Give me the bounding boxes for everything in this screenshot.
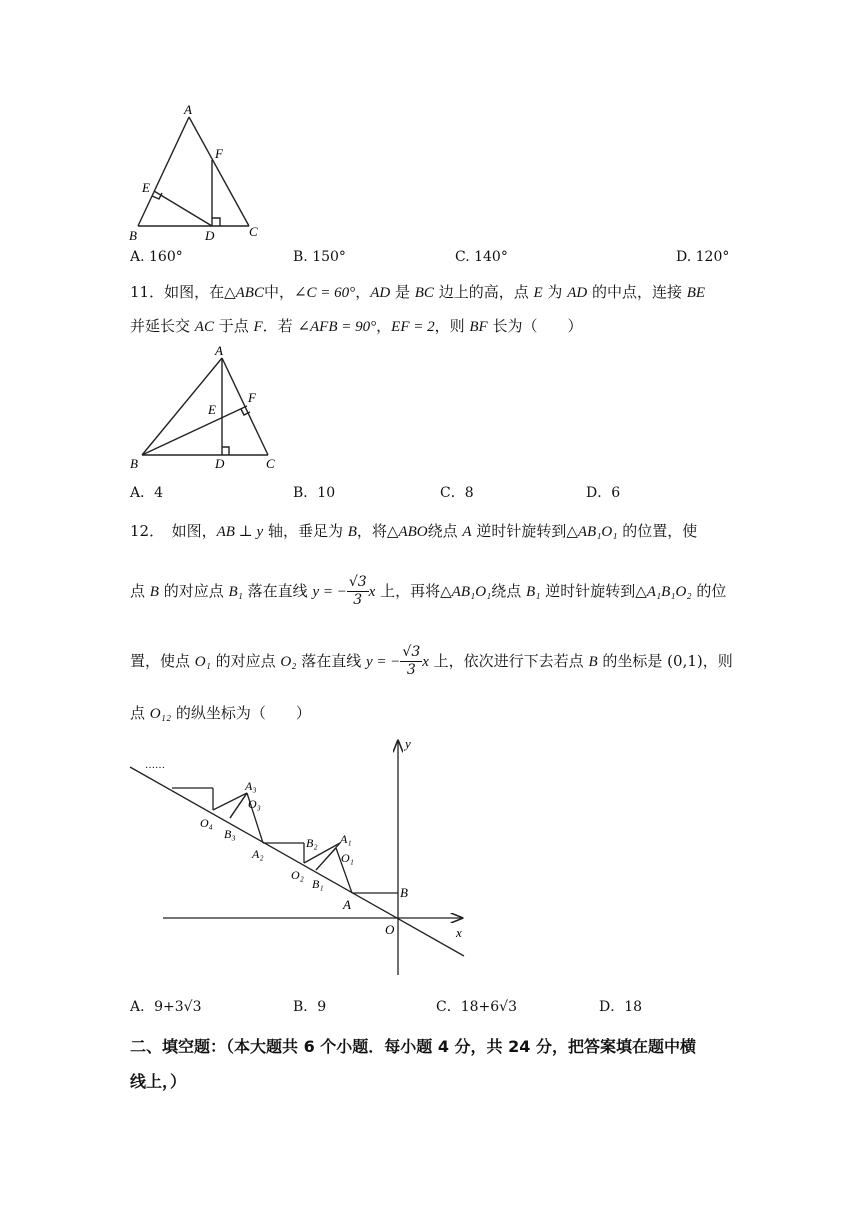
q11-math: AD — [370, 285, 391, 301]
q11-text: 是 — [390, 283, 415, 301]
q12-math: (0,1) — [667, 652, 703, 670]
q11-math: BF — [469, 319, 488, 335]
q10-label-b: B — [129, 228, 137, 243]
q11-text: 的中点，连接 — [587, 283, 687, 301]
q11-math: F — [253, 319, 263, 335]
q12-option-d[interactable]: D．18 — [599, 999, 643, 1015]
q12-label-b: B — [400, 885, 408, 900]
section-2-heading: 二、填空题：（本大题共 6 个小题．每小题 4 分，共 24 分，把答案填在题中横 — [130, 1037, 696, 1056]
q12-math: B — [347, 524, 357, 540]
q10-label-e: E — [142, 180, 150, 195]
q10-option-c[interactable]: C. 140° — [455, 249, 508, 265]
q11-math: △ABC — [224, 285, 264, 301]
q12-label-a3: A₃ — [245, 779, 257, 793]
q12-label-x: x — [456, 925, 462, 940]
q12-text: 点 — [130, 704, 150, 722]
q12-math: x — [422, 654, 429, 670]
q12-math: x — [368, 584, 376, 600]
q12-text: 绕点 — [427, 522, 463, 540]
q12-label-o4: O₄ — [200, 816, 213, 830]
q10-label-c: C — [249, 224, 258, 239]
q12-line-2 — [130, 568, 726, 614]
q11-text: 于点 — [213, 317, 254, 335]
q12-math: AB ⊥ y — [216, 524, 264, 540]
q12-math: △AB₁O₁ — [440, 584, 492, 600]
q12-text: 的位置，使 — [617, 522, 698, 540]
q12-math: B₁ — [228, 584, 243, 600]
q12-text: 上，依次进行下去若点 — [428, 652, 589, 670]
q11-math: AD — [567, 285, 588, 301]
q11-text: 中， — [263, 283, 294, 301]
q11-text: ．若 — [262, 317, 298, 335]
q12-text: 绕点 — [491, 582, 527, 600]
q12-math: O₂ — [280, 654, 297, 670]
q11-math: E — [533, 285, 543, 301]
q11-math: BC — [414, 285, 434, 301]
q12-option-a[interactable]: A．9+3√3 — [130, 999, 202, 1015]
q12-text: 的坐标是 — [597, 652, 668, 670]
q12-math: B — [149, 584, 159, 600]
q11-text: 为 — [542, 283, 568, 301]
q12-text: 轴，垂足为 — [263, 522, 348, 540]
q11-line-1 — [130, 285, 705, 301]
q11-math: AC — [194, 319, 214, 335]
q11-text: 长为（ ） — [487, 317, 583, 335]
q12-math: y = − — [312, 584, 347, 600]
fraction-numerator: √3 — [402, 644, 421, 661]
q12-math: B — [588, 654, 598, 670]
section-2-heading-cont: 线上，） — [130, 1072, 187, 1091]
q12-line-3 — [130, 638, 733, 684]
q11-triangle-figure — [125, 340, 285, 475]
q11-math: EF = 2 — [391, 319, 435, 335]
q12-math: △A₁B₁O₂ — [635, 584, 692, 600]
q12-text: 12． 如图， — [130, 522, 217, 540]
q12-text: 的位 — [691, 582, 727, 600]
q12-option-b[interactable]: B．9 — [293, 999, 327, 1015]
q11-text: 11．如图，在 — [130, 283, 225, 301]
q12-label-b1: B₁ — [312, 877, 324, 891]
q11-label-b: B — [130, 456, 138, 471]
q12-label-y: y — [405, 736, 411, 751]
q12-math: △ABO — [386, 524, 428, 540]
q12-text: 落在直线 — [296, 652, 366, 670]
q12-fraction — [347, 575, 369, 608]
q11-text: 并延长交 — [130, 317, 195, 335]
q12-text: ，则 — [702, 652, 733, 670]
q12-text: 置，使点 — [130, 652, 195, 670]
q12-label-ellipsis: …… — [145, 760, 165, 771]
fraction-denominator: 3 — [406, 661, 416, 678]
q12-text: 落在直线 — [242, 582, 313, 600]
q12-text: ，将 — [356, 522, 387, 540]
q11-line-2 — [130, 319, 583, 335]
q12-label-a2: A₂ — [252, 847, 264, 861]
q12-text: 的对应点 — [158, 582, 229, 600]
q12-math: O₁₂ — [149, 706, 172, 722]
q11-text: 边上的高，点 — [433, 283, 534, 301]
q10-label-a: A — [184, 102, 192, 117]
q11-label-d: D — [215, 456, 225, 471]
q11-text: ， — [355, 283, 371, 301]
q12-text: 逆时针旋转到 — [471, 522, 567, 540]
q12-line-4 — [130, 706, 311, 722]
q12-text: 的纵坐标为（ ） — [171, 704, 311, 722]
q12-label-b3: B₃ — [224, 827, 236, 841]
q12-line-1 — [130, 524, 697, 540]
q11-option-b[interactable]: B．10 — [293, 485, 336, 501]
q12-math: O₁ — [194, 654, 211, 670]
q11-option-d[interactable]: D．6 — [586, 485, 621, 501]
q11-math: ∠AFB = 90° — [297, 319, 377, 335]
q12-label-a: A — [343, 897, 351, 912]
q11-option-a[interactable]: A．4 — [130, 485, 164, 501]
q11-label-f: F — [248, 390, 256, 405]
q12-math: A — [462, 524, 472, 540]
q10-triangle-figure — [125, 100, 265, 245]
q12-math: △AB₁O₁ — [566, 524, 618, 540]
q11-text: ，则 — [434, 317, 470, 335]
q10-label-d: D — [205, 228, 215, 243]
q10-option-a[interactable]: A. 160° — [130, 249, 183, 265]
q12-fraction — [400, 645, 422, 678]
q12-math: B₁ — [526, 584, 541, 600]
q11-label-a: A — [215, 343, 223, 358]
q12-math: y = − — [366, 654, 401, 670]
q12-label-o: O — [385, 922, 395, 937]
q10-label-f: F — [215, 146, 223, 161]
q12-text: 上，再将 — [375, 582, 441, 600]
q12-label-o3: O₃ — [248, 797, 261, 811]
fraction-denominator: 3 — [353, 591, 363, 608]
q11-text: ， — [376, 317, 392, 335]
q12-rotation-figure — [125, 730, 475, 985]
slanted-line — [130, 767, 464, 956]
q12-label-a1: A₁ — [340, 832, 352, 846]
q11-math: BE — [686, 285, 706, 301]
q12-text: 的对应点 — [210, 652, 281, 670]
q10-option-b[interactable]: B. 150° — [293, 249, 346, 265]
q12-text: 逆时针旋转到 — [540, 582, 636, 600]
fraction-numerator: √3 — [348, 574, 367, 591]
q12-label-o2: O₂ — [291, 868, 304, 882]
q12-label-b2: B₂ — [306, 836, 318, 850]
q11-math: ∠C = 60° — [293, 285, 356, 301]
q11-label-c: C — [266, 456, 275, 471]
q11-label-e: E — [208, 402, 216, 417]
q12-text: 点 — [130, 582, 150, 600]
q10-option-d[interactable]: D. 120° — [676, 249, 730, 265]
q12-option-c[interactable]: C．18+6√3 — [436, 999, 517, 1015]
q11-option-c[interactable]: C．8 — [440, 485, 474, 501]
q12-label-o1: O₁ — [341, 851, 354, 865]
